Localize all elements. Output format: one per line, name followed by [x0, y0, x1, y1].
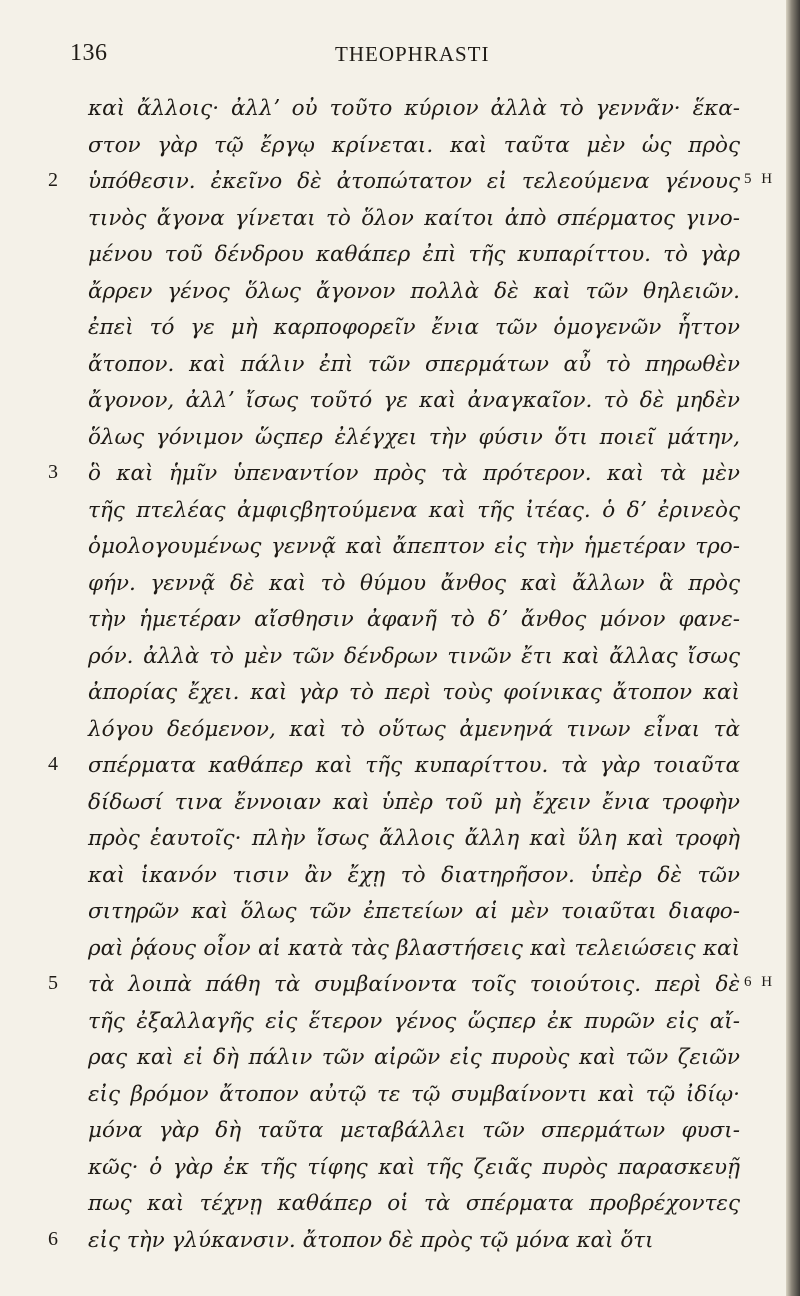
- line-text: ἄρρεν γένος ὅλως ἄγονον πολλὰ δὲ καὶ τῶν θηλειῶν.: [88, 278, 740, 304]
- section-number: 5: [48, 972, 58, 994]
- line-text: λόγου δεόμενον, καὶ τὸ οὕτως ἀμενηνά τινων εἶναι τὰ: [88, 716, 740, 742]
- line-text: ρας καὶ εἰ δὴ πάλιν τῶν αἰρῶν εἰς πυροὺς καὶ τῶν ζειῶν: [88, 1045, 740, 1070]
- text-line: [0, 1005, 786, 1042]
- book-spine-edge: [786, 0, 800, 1296]
- text-line: [0, 384, 786, 421]
- line-text: ὃ καὶ ἡμῖν ὑπεναντίον πρὸς τὰ πρότερον. καὶ τὰ μὲν: [88, 461, 740, 486]
- text-line: [0, 1041, 786, 1078]
- text-line: [0, 421, 786, 458]
- text-line: [0, 530, 786, 567]
- text-line: [0, 822, 786, 859]
- greek-text-body: [0, 92, 786, 1260]
- text-line: [0, 1078, 786, 1115]
- section-number: 3: [48, 461, 58, 483]
- line-text: ἐπεὶ τό γε μὴ καρποφορεῖν ἔνια τῶν ὁμογενῶν ἧττον: [88, 315, 740, 340]
- line-text: εἰς βρόμον ἄτοπον αὐτῷ τε τῷ συμβαίνοντι καὶ τῷ ἰδίῳ·: [88, 1081, 740, 1107]
- line-text: πως καὶ τέχνῃ καθάπερ οἱ τὰ σπέρματα προβρέχοντες: [88, 1191, 740, 1216]
- text-line: [0, 786, 786, 823]
- text-line: [0, 713, 786, 750]
- line-text: ὑπόθεσιν. ἐκεῖνο δὲ ἀτοπώτατον εἰ τελεούμενα γένους: [88, 169, 740, 194]
- margin-reference: 6 H: [744, 974, 776, 990]
- line-text: σπέρματα καθάπερ καὶ τῆς κυπαρίττου. τὰ γὰρ τοιαῦτα: [88, 753, 740, 778]
- line-text: ἄτοπον. καὶ πάλιν ἐπὶ τῶν σπερμάτων αὖ τὸ πηρωθὲν: [88, 351, 740, 377]
- text-line: [0, 348, 786, 385]
- line-text: πρὸς ἑαυτοῖς· πλὴν ἴσως ἄλλοις ἄλλη καὶ ὕλη καὶ τροφὴ: [88, 826, 740, 851]
- line-text: μόνα γὰρ δὴ ταῦτα μεταβάλλει τῶν σπερμάτων φυσι-: [88, 1118, 740, 1143]
- line-text: σιτηρῶν καὶ ὅλως τῶν ἐπετείων αἱ μὲν τοιαῦται διαφο-: [88, 899, 740, 924]
- margin-reference: 5 H: [744, 171, 776, 187]
- section-number: 6: [48, 1227, 58, 1250]
- section-number: 4: [48, 753, 58, 775]
- running-head: THEOPHRASTI: [335, 42, 490, 66]
- text-line: [0, 1151, 786, 1188]
- line-text: τινὸς ἄγονα γίνεται τὸ ὅλον καίτοι ἀπὸ σπέρματος γινο-: [88, 205, 740, 231]
- text-line: [0, 567, 786, 604]
- line-text: εἰς τὴν γλύκανσιν. ἄτοπον δὲ πρὸς τῷ μόνα καὶ ὅτι: [88, 1227, 654, 1253]
- line-text: τῆς ἐξαλλαγῆς εἰς ἕτερον γένος ὥςπερ ἐκ πυρῶν εἰς αἴ-: [88, 1008, 740, 1034]
- line-text: φήν. γεννᾷ δὲ καὶ τὸ θύμου ἄνθος καὶ ἄλλων ἃ πρὸς: [88, 570, 740, 596]
- page-number: 136: [70, 40, 108, 66]
- text-line: [0, 1187, 786, 1224]
- text-line: [0, 676, 786, 713]
- text-line: [0, 202, 786, 239]
- line-text: στον γὰρ τῷ ἔργῳ κρίνεται. καὶ ταῦτα μὲν ὡς πρὸς: [88, 132, 740, 158]
- text-line: [0, 1224, 786, 1261]
- line-text: τῆς πτελέας ἀμφιςβητούμενα καὶ τῆς ἰτέας. ὁ δʼ ἐρινεὸς: [88, 497, 740, 523]
- text-line: [0, 311, 786, 348]
- line-text: τὰ λοιπὰ πάθη τὰ συμβαίνοντα τοῖς τοιούτοις. περὶ δὲ: [88, 972, 740, 997]
- line-text: καὶ ἱκανόν τισιν ἂν ἔχῃ τὸ διατηρῆσον. ὑπὲρ δὲ τῶν: [88, 862, 740, 888]
- text-line: [0, 895, 786, 932]
- line-text: κῶς· ὁ γὰρ ἐκ τῆς τίφης καὶ τῆς ζειᾶς πυρὸς παρασκευῇ: [88, 1154, 740, 1180]
- text-line: [0, 932, 786, 969]
- line-text: ὅλως γόνιμον ὥςπερ ἐλέγχει τὴν φύσιν ὅτι ποιεῖ μάτην,: [88, 424, 740, 450]
- text-line: [0, 640, 786, 677]
- line-text: τὴν ἡμετέραν αἴσθησιν ἀφανῆ τὸ δʼ ἄνθος μόνον φανε-: [88, 607, 740, 632]
- line-text: ραὶ ῥᾴους οἷον αἱ κατὰ τὰς βλαστήσεις καὶ τελειώσεις καὶ: [88, 935, 740, 961]
- text-line: [0, 494, 786, 531]
- text-line: [0, 238, 786, 275]
- text-line: [0, 275, 786, 312]
- line-text: μένου τοῦ δένδρου καθάπερ ἐπὶ τῆς κυπαρίττου. τὸ γὰρ: [88, 242, 740, 267]
- text-line: [0, 92, 786, 129]
- text-line: [0, 457, 786, 494]
- line-text: ἄγονον, ἀλλʼ ἴσως τοῦτό γε καὶ ἀναγκαῖον. τὸ δὲ μηδὲν: [88, 388, 740, 413]
- line-text: ἀπορίας ἔχει. καὶ γὰρ τὸ περὶ τοὺς φοίνικας ἄτοπον καὶ: [88, 680, 740, 705]
- text-line: [0, 165, 786, 202]
- line-text: δίδωσί τινα ἔννοιαν καὶ ὑπὲρ τοῦ μὴ ἔχειν ἔνια τροφὴν: [88, 789, 740, 815]
- text-line: [0, 603, 786, 640]
- line-text: ὁμολογουμένως γεννᾷ καὶ ἄπεπτον εἰς τὴν ἡμετέραν τρο-: [88, 534, 740, 559]
- line-text: ρόν. ἀλλὰ τὸ μὲν τῶν δένδρων τινῶν ἔτι καὶ ἄλλας ἴσως: [88, 643, 740, 669]
- text-line: [0, 968, 786, 1005]
- text-line: [0, 749, 786, 786]
- line-text: καὶ ἄλλοις· ἀλλʼ οὐ τοῦτο κύριον ἀλλὰ τὸ γεννᾶν· ἕκα-: [88, 96, 740, 121]
- text-line: [0, 859, 786, 896]
- page-header: [0, 38, 786, 78]
- section-number: 2: [48, 169, 58, 191]
- text-line: [0, 129, 786, 166]
- text-line: [0, 1114, 786, 1151]
